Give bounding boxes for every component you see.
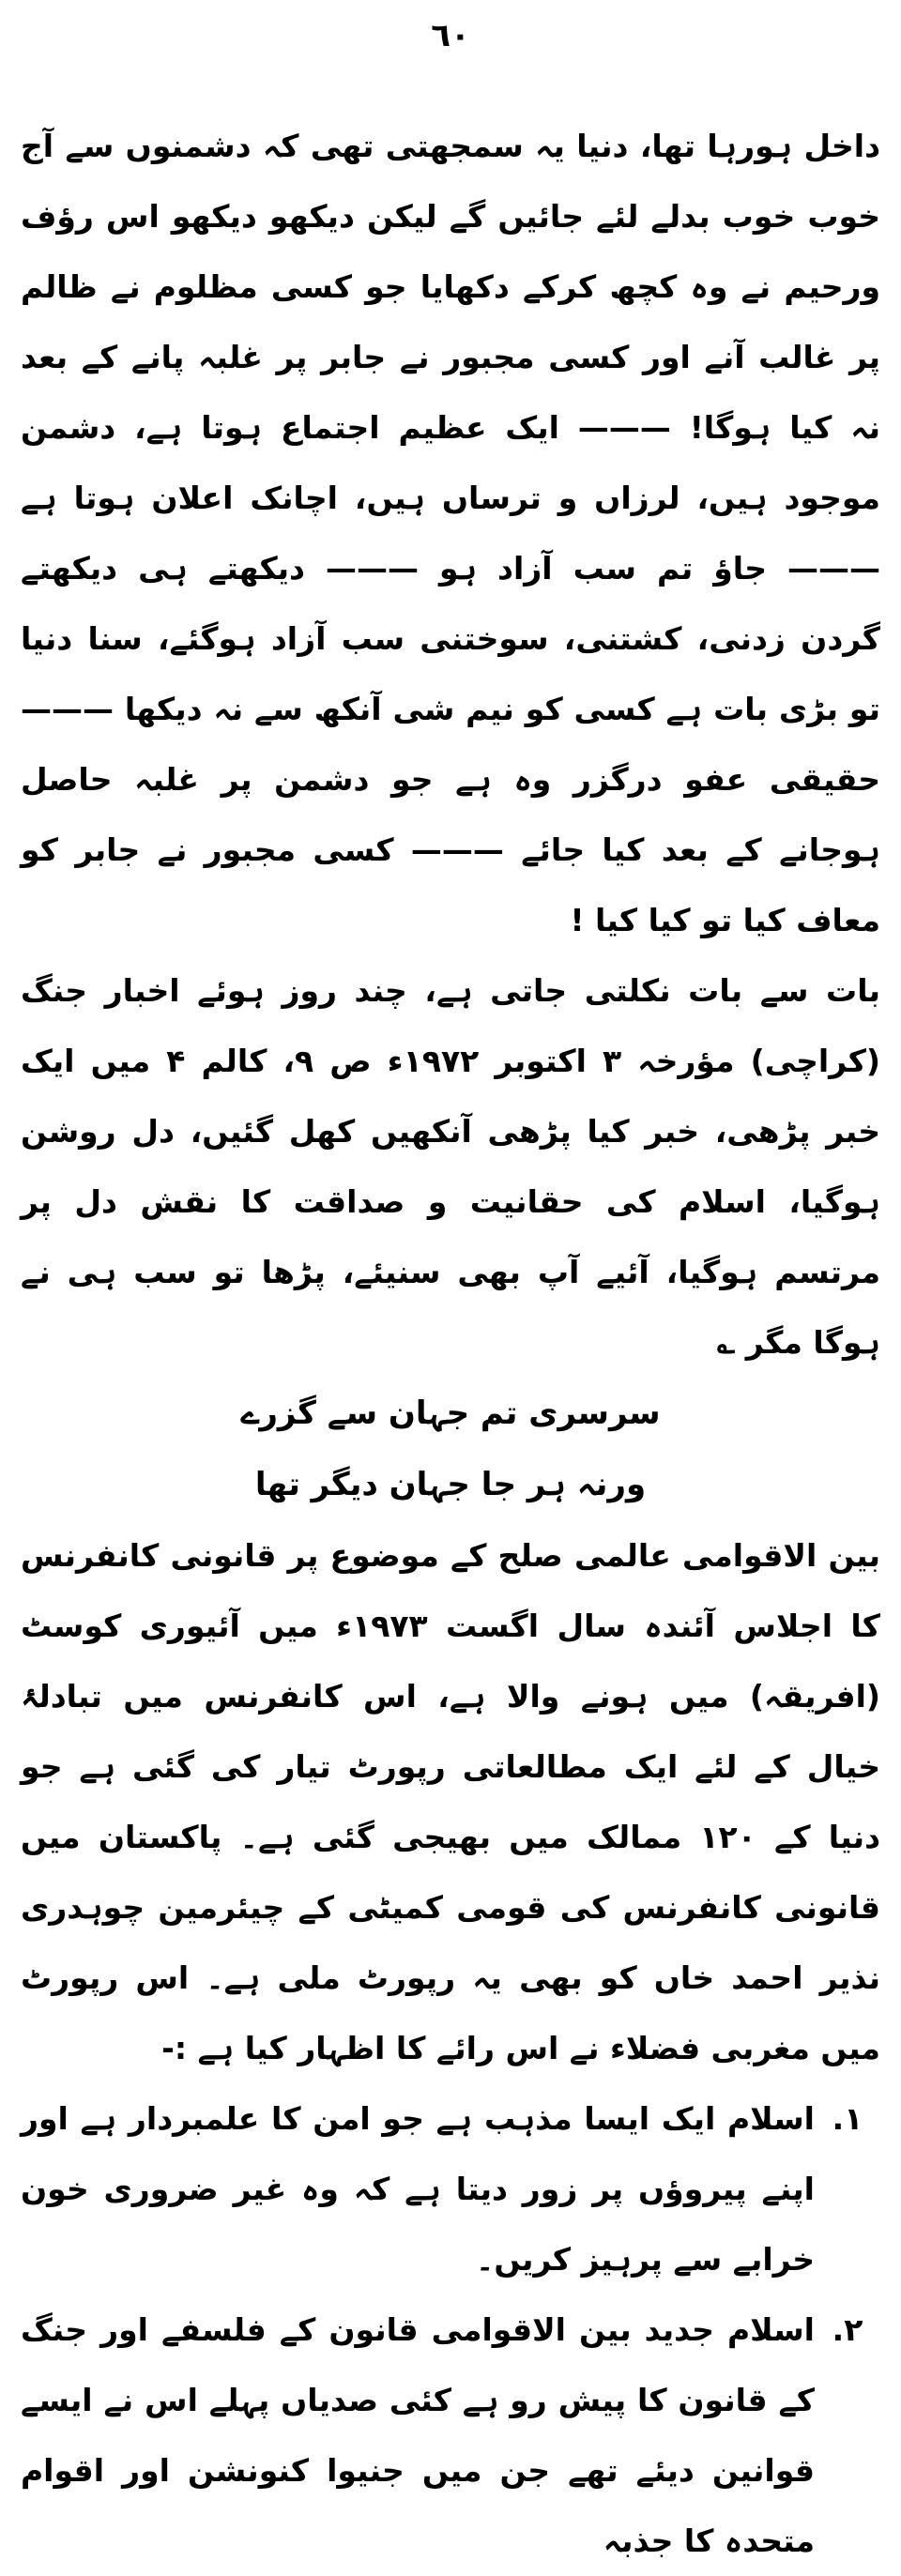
paragraph-newspaper-report: بات سے بات نکلتی جاتی ہے، چند روز ہوئے اخبار جنگ (کراچی) مؤرخہ ۳ اکتوبر ۱۹۷۲ء ص ۹، کالم ۴ میں ایک خبر پڑھی، خبر کیا پڑھی آنکھیں کھل گئیں، دل روشن ہوگیا، اسلام کی حقانیت و صداقت کا نقش دل پر مرتسم ہوگیا، آئیے آپ بھی سنیئے، پڑھا تو سب ہی نے ہوگا مگر ؎: [21, 972, 880, 1361]
page-body: [21, 111, 880, 2576]
list-item: [21, 2294, 880, 2576]
list-item-text: اسلام جدید بین الاقوامی قانون کے فلسفے اور جنگ کے قانون کا پیش رو ہے کئی صدیاں پہلے اس نے ایسے قوانین دیئے تھے جن میں جنیوا کنونشن اور اقوام متحدہ کا جذبہ: [21, 2311, 815, 2559]
list-item-text: اسلام ایک ایسا مذہب ہے جو امن کا علمبردار ہے اور اپنے پیروؤں پر زور دیتا ہے کہ وہ غیر ضروری خون خرابے سے پرہیز کریں۔: [21, 2100, 815, 2278]
list-item-number: ۲.: [832, 2311, 863, 2348]
paragraph-conference: بین الاقوامی عالمی صلح کے موضوع پر قانونی کانفرنس کا اجلاس آئندہ سال اگست ۱۹۷۳ء میں آئیوری کوسٹ (افریقہ) میں ہونے والا ہے، اس کانفرنس میں تبادلۂ خیال کے لئے ایک مطالعاتی رپورٹ تیار کی گئی ہے جو دنیا کے ۱۲۰ ممالک میں بھیجی گئی ہے۔ پاکستان میں قانونی کانفرنس کی قومی کمیٹی کے چیئرمین چوہدری نذیر احمد خاں کو بھی یہ رپورٹ ملی ہے۔ اس رپورٹ میں مغربی فضلاء نے اس رائے کا اظہار کیا ہے :-: [21, 1537, 880, 2066]
paragraph-conquest-forgiveness: داخل ہورہا تھا، دنیا یہ سمجھتی تھی کہ دشمنوں سے آج خوب خوب بدلے لئے جائیں گے لیکن دیکھو دیکھو اس رؤف ورحیم نے وہ کچھ کرکے دکھایا جو کسی مظلوم نے ظالم پر غالب آنے اور کسی مجبور نے جابر پر غلبہ پانے کے بعد نہ کیا ہوگا! ——— ایک عظیم اجتماع ہوتا ہے، دشمن موجود ہیں، لرزاں و ترساں ہیں، اچانک اعلان ہوتا ہے ——— جاؤ تم سب آزاد ہو ——— دیکھتے ہی دیکھتے گردن زدنی، کشتنی، سوختنی سب آزاد ہوگئے، سنا دنیا تو بڑی بات ہے کسی کو نیم شی آنکھ سے نہ دیکھا ——— حقیقی عفو درگزر وہ ہے جو دشمن پر غلبہ حاصل ہوجانے کے بعد کیا جائے ——— کسی مجبور نے جابر کو معاف کیا تو کیا کیا !: [21, 128, 880, 938]
verse-line-1: سرسری تم جہان سے گزرے: [240, 1395, 661, 1432]
list-item-number: ۱.: [832, 2100, 863, 2137]
page-number: ٦٠: [431, 17, 470, 54]
verse-line-2: ورنہ ہر جا جہان دیگر تھا: [254, 1466, 647, 1503]
list-item: [21, 2083, 880, 2294]
